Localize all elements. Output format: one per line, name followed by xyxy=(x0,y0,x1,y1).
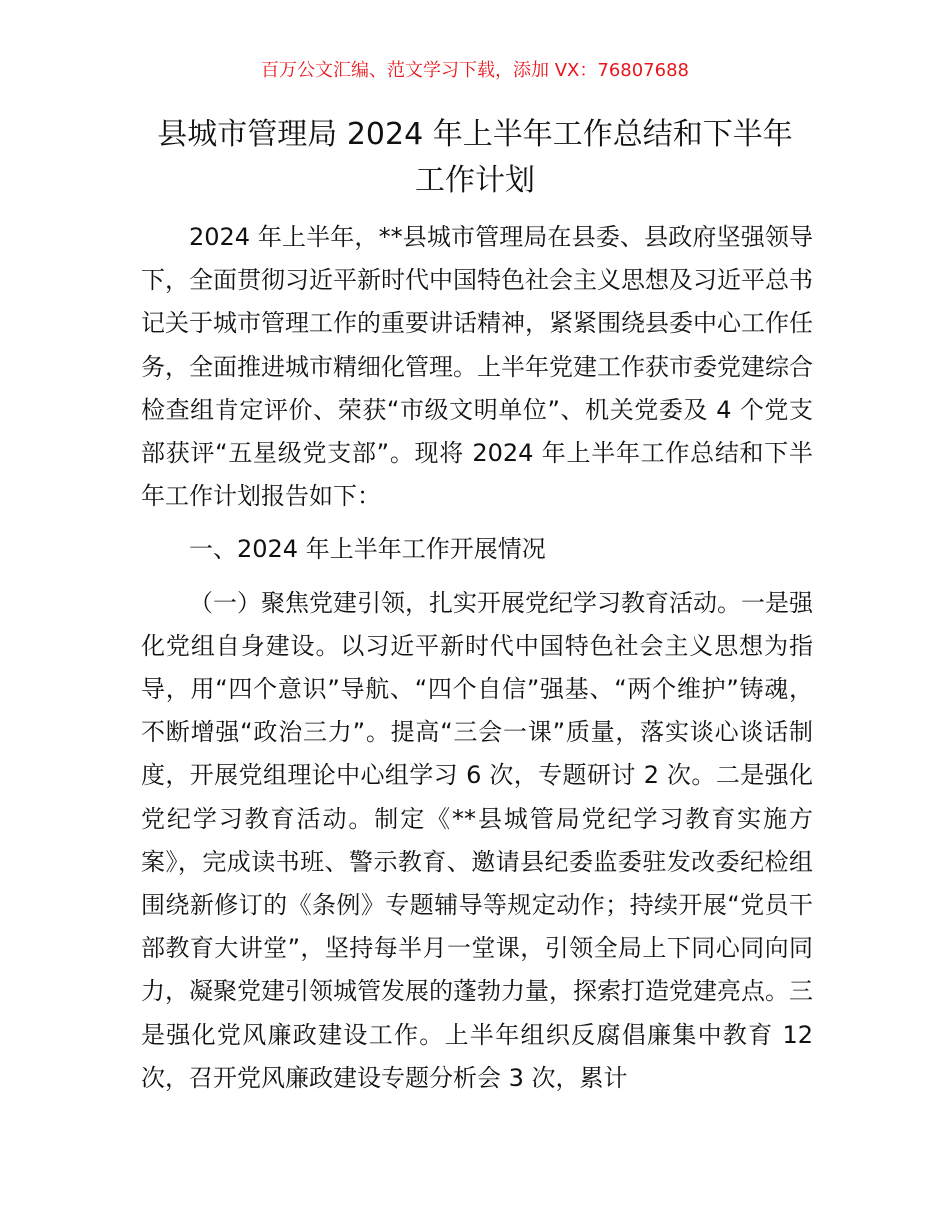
title-line-1: 县城市管理局 2024 年上半年工作总结和下半年 xyxy=(157,117,793,152)
watermark-banner: 百万公文汇编、范文学习下载，添加 VX：76807688 xyxy=(261,60,689,81)
section-heading: 一、2024 年上半年工作开展情况 xyxy=(189,535,546,564)
document-body xyxy=(141,216,813,1100)
body-paragraph: （一）聚焦党建引领，扎实开展党纪学习教育活动。一是强化党组自身建设。以习近平新时代中国特色社会主义思想为指导，用“四个意识”导航、“四个自信”强基、“两个维护”铸魂，不断增强“政治三力”。提高“三会一课”质量，落实谈心谈话制度，开展党组理论中心组学习 6 次，专题研讨 2 次。二是强化党纪学习教育活动。制定《**县城管局党纪学习教育实施方案》，完成读书班、警示教育、邀请县纪委监委驻发改委纪检组围绕新修订的《条例》专题辅导等规定动作；持续开展“党员干部教育大讲堂”，坚持每半月一堂课，引领全局上下同心同向同力，凝聚党建引领城管发展的蓬勃力量，探索打造党建亮点。三是强化党风廉政建设工作。上半年组织反腐倡廉集中教育 12 次，召开党风廉政建设专题分析会 3 次，累计 xyxy=(141,588,813,1092)
title-line-2: 工作计划 xyxy=(415,163,535,198)
intro-paragraph: 2024 年上半年，**县城市管理局在县委、县政府坚强领导下，全面贯彻习近平新时代中国特色社会主义思想及习近平总书记关于城市管理工作的重要讲话精神，紧紧围绕县委中心工作任务，全面推进城市精细化管理。上半年党建工作获市委党建综合检查组肯定评价、荣获“市级文明单位”、机关党委及 4 个党支部获评“五星级党支部”。现将 2024 年上半年工作总结和下半年工作计划报告如下： xyxy=(141,223,813,511)
document-title xyxy=(130,112,820,204)
